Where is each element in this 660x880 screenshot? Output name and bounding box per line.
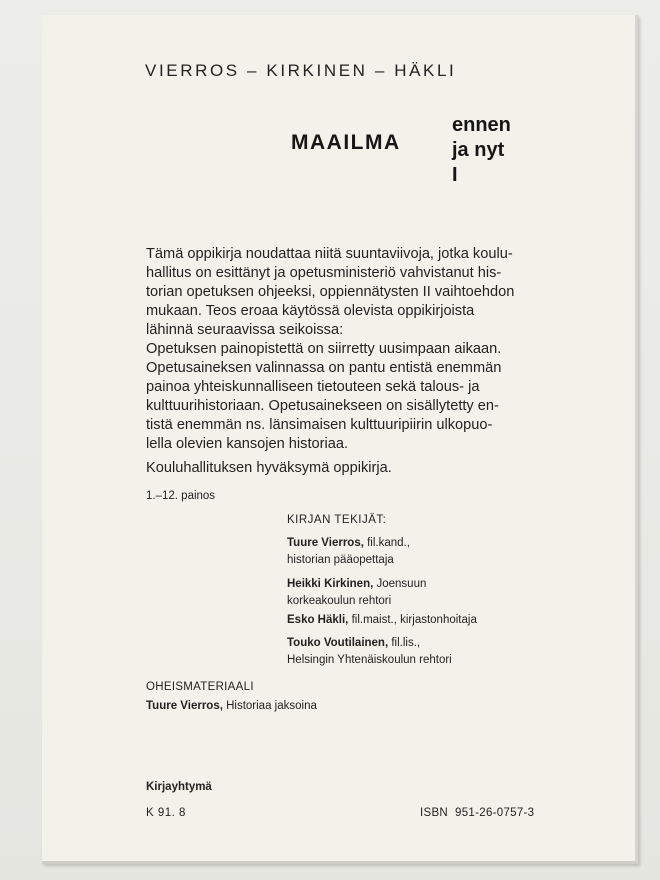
book-back-cover xyxy=(42,15,638,864)
author-title: fil.maist., kirjastonhoitaja xyxy=(348,614,477,626)
authors-heading: KIRJAN TEKIJÄT: xyxy=(287,514,387,526)
title-line-ennen: ennen xyxy=(452,114,511,136)
author-name: Tuure Vierros, xyxy=(287,537,364,549)
body-line: hallitus on esittänyt ja opetusministeriö vahvistanut his- xyxy=(146,265,502,281)
author-name: Touko Voutilainen, xyxy=(287,637,389,649)
author-title: fil.lis., xyxy=(388,637,421,649)
body-line: Tämä oppikirja noudattaa niitä suuntaviivoja, jotka koulu- xyxy=(146,246,513,262)
supplementary-heading: OHEISMATERIAALI xyxy=(146,681,254,693)
author-name: Heikki Kirkinen, xyxy=(287,578,374,590)
title-line-volume: I xyxy=(452,164,458,186)
supplementary-title: Historiaa jaksoina xyxy=(222,700,317,712)
isbn-number: ISBN 951-26-0757-3 xyxy=(420,807,535,819)
author-entry xyxy=(287,635,452,669)
book-title-main: MAAILMA xyxy=(291,131,401,154)
author-name: Esko Häkli, xyxy=(287,614,349,626)
body-line: kulttuurihistoriaan. Opetusainekseen on sisällytetty en- xyxy=(146,398,499,414)
body-line: lähinnä seuraavissa seikoissa: xyxy=(146,322,344,338)
body-line: mukaan. Teos eroaa käytössä olevista oppikirjoista xyxy=(146,303,475,319)
edition-text: 1.–12. painos xyxy=(146,490,216,502)
author-position: korkeakoulun rehtori xyxy=(287,595,392,607)
authors-line: VIERROS – KIRKINEN – HÄKLI xyxy=(145,61,457,80)
body-line: painoa yhteiskunnalliseen tietouteen sekä talous- ja xyxy=(146,379,480,395)
author-entry xyxy=(287,612,477,629)
body-line: lella olevien kansojen historiaa. xyxy=(146,436,349,452)
approval-text: Kouluhallituksen hyväksymä oppikirja. xyxy=(146,460,392,476)
title-line-ja-nyt: ja nyt xyxy=(452,139,505,161)
author-entry xyxy=(287,535,410,569)
supplementary-author: Tuure Vierros, xyxy=(146,700,223,712)
publisher-name: Kirjayhtymä xyxy=(146,781,212,793)
body-line: Opetuksen painopistettä on siirretty uusimpaan aikaan. xyxy=(146,341,502,357)
author-title: fil.kand., xyxy=(363,537,410,549)
description-text xyxy=(146,245,532,454)
author-position: historian pääopettaja xyxy=(287,554,394,566)
catalog-code: K 91. 8 xyxy=(146,807,186,819)
author-title: Joensuun xyxy=(373,578,427,590)
author-position: Helsingin Yhtenäiskoulun rehtori xyxy=(287,654,452,666)
body-line: tistä enemmän ns. länsimaisen kulttuuripiirin ulkopuo- xyxy=(146,417,493,433)
book-title-side xyxy=(452,113,511,188)
supplementary-item xyxy=(146,700,317,712)
author-entry xyxy=(287,576,426,610)
body-line: torian opetuksen ohjeeksi, oppiennätysten II vaihtoehdon xyxy=(146,284,515,300)
body-line: Opetusaineksen valinnassa on pantu entistä enemmän xyxy=(146,360,502,376)
